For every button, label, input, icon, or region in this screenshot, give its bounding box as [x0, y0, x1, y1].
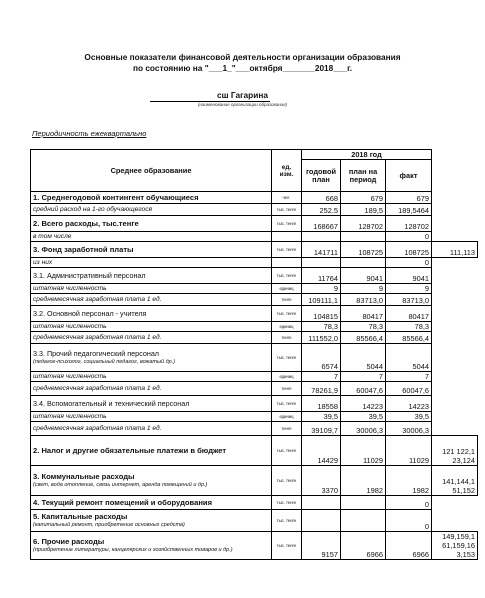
- row-annual-plan: 39109,7: [302, 422, 341, 436]
- table-row: [31, 258, 478, 268]
- header-unit-column: ед. изм.: [272, 150, 302, 192]
- row-budget-codes: [432, 216, 478, 232]
- table-row: [31, 232, 478, 242]
- row-name-text: 3.3. Прочий педагогический персонал: [33, 348, 160, 358]
- row-annual-plan: 78,3: [302, 322, 341, 332]
- row-budget-codes: [432, 382, 478, 396]
- row-name: [31, 294, 272, 306]
- row-annual-plan: [302, 510, 341, 532]
- row-period-plan: 85566,4: [341, 332, 386, 344]
- row-period-plan: 679: [341, 192, 386, 204]
- row-name: [31, 268, 272, 284]
- row-budget-codes: [432, 284, 478, 294]
- row-annual-plan: 668: [302, 192, 341, 204]
- row-unit: чел.: [272, 192, 302, 204]
- row-annual-plan: 168667: [302, 216, 341, 232]
- table-row: [31, 242, 478, 258]
- title-line-2: по состоянию на "___1_"___октября_______2018___г.: [132, 63, 353, 73]
- row-name: [31, 232, 272, 242]
- row-name-text: 3.1. Административный персонал: [33, 270, 146, 280]
- row-period-plan: 6966: [341, 532, 386, 560]
- header-extra-spacer: [432, 150, 478, 160]
- row-annual-plan: 14429: [302, 436, 341, 466]
- row-budget-codes: [432, 232, 478, 242]
- row-period-plan: 5044: [341, 344, 386, 372]
- row-unit: единиц: [272, 412, 302, 422]
- row-budget-codes: [432, 412, 478, 422]
- row-name: [31, 322, 272, 332]
- row-name: [31, 344, 272, 372]
- periodicity-label: Периодичность ежеквартально: [32, 129, 147, 138]
- row-annual-plan: 9: [302, 284, 341, 294]
- row-budget-codes: [432, 422, 478, 436]
- row-period-plan: 9041: [341, 268, 386, 284]
- row-annual-plan: [302, 258, 341, 268]
- row-fact: 9041: [386, 268, 432, 284]
- row-annual-plan: 78261,9: [302, 382, 341, 396]
- row-fact: 1982: [386, 466, 432, 496]
- row-name-text: 2. Налог и другие обязательные платежи в бюджет: [33, 445, 227, 455]
- row-annual-plan: 104815: [302, 306, 341, 322]
- row-name: [31, 332, 272, 344]
- table-row: [31, 422, 478, 436]
- row-period-plan: 80417: [341, 306, 386, 322]
- row-unit: тыс. тенге: [272, 204, 302, 216]
- row-name: [31, 382, 272, 396]
- row-annual-plan: 6574: [302, 344, 341, 372]
- table-row: [31, 436, 478, 466]
- row-name: [31, 258, 272, 268]
- row-budget-codes: 149,159,1 61,159,16 3,153: [432, 532, 478, 560]
- row-fact: 85566,4: [386, 332, 432, 344]
- row-period-plan: 1982: [341, 466, 386, 496]
- table-row: [31, 322, 478, 332]
- row-period-plan: [341, 258, 386, 268]
- header-year: 2018 год: [302, 150, 432, 160]
- row-unit: тыс. тенге: [272, 532, 302, 560]
- row-period-plan: 9: [341, 284, 386, 294]
- row-name-text: штатная численность: [33, 322, 107, 330]
- row-fact: 78,3: [386, 322, 432, 332]
- row-name: [31, 510, 272, 532]
- row-fact: 80417: [386, 306, 432, 322]
- row-unit: тыс. тенге: [272, 510, 302, 532]
- row-annual-plan: 7: [302, 372, 341, 382]
- row-budget-codes: [432, 294, 478, 306]
- table-row: [31, 294, 478, 306]
- table-row: [31, 268, 478, 284]
- row-unit: тыс. тенге: [272, 466, 302, 496]
- row-fact: 14223: [386, 396, 432, 412]
- row-name-text: среднемесячная заработная плата 1 ед.: [33, 424, 162, 432]
- row-period-plan: 14223: [341, 396, 386, 412]
- report-title: [0, 52, 485, 74]
- row-name-text: штатная численность: [33, 372, 107, 380]
- row-annual-plan: 252.5: [302, 204, 341, 216]
- row-name-text: 3. Фонд заработной платы: [33, 244, 134, 254]
- row-budget-codes: [432, 192, 478, 204]
- row-period-plan: [341, 232, 386, 242]
- row-period-plan: [341, 496, 386, 510]
- row-budget-codes: 141,144,1 51,152: [432, 466, 478, 496]
- table-row: [31, 466, 478, 496]
- row-budget-codes: [432, 322, 478, 332]
- row-fact: 6966: [386, 532, 432, 560]
- row-annual-plan: [302, 496, 341, 510]
- row-name: [31, 436, 272, 466]
- row-budget-codes: 121 122,1 23,124: [432, 436, 478, 466]
- row-unit: единиц: [272, 322, 302, 332]
- header-period-plan: план на период: [341, 160, 386, 192]
- row-unit: тенге: [272, 294, 302, 306]
- row-fact: 9: [386, 284, 432, 294]
- row-name: [31, 306, 272, 322]
- row-period-plan: 11029: [341, 436, 386, 466]
- table-row: [31, 192, 478, 204]
- row-period-plan: 189,5: [341, 204, 386, 216]
- row-unit: единиц: [272, 372, 302, 382]
- row-unit: тенге: [272, 332, 302, 344]
- row-unit: тенге: [272, 422, 302, 436]
- row-budget-codes: 111,113: [432, 242, 478, 258]
- row-annual-plan: 109111,1: [302, 294, 341, 306]
- table-row: [31, 382, 478, 396]
- row-annual-plan: 3370: [302, 466, 341, 496]
- row-name-text: средний расход на 1-го обучающегося: [33, 205, 153, 213]
- row-period-plan: 83713,0: [341, 294, 386, 306]
- row-name-subtext: (свет, вода отопление, связь интернет, аренда помещений и др.): [33, 481, 208, 488]
- row-fact: 30006,3: [386, 422, 432, 436]
- table-row: [31, 306, 478, 322]
- row-name-text: 6. Прочие расходы: [33, 536, 105, 546]
- header-annual-plan: годовой план: [302, 160, 341, 192]
- row-period-plan: 108725: [341, 242, 386, 258]
- row-name: [31, 422, 272, 436]
- financial-indicators-table: [30, 149, 478, 560]
- row-budget-codes: [432, 332, 478, 344]
- table-row: [31, 396, 478, 412]
- row-annual-plan: 141711: [302, 242, 341, 258]
- organization-name: сш Гагарина: [217, 90, 268, 100]
- header-fact: факт: [386, 160, 432, 192]
- row-budget-codes: [432, 306, 478, 322]
- table-row: [31, 532, 478, 560]
- row-period-plan: 30006,3: [341, 422, 386, 436]
- row-unit: [272, 258, 302, 268]
- row-name: [31, 216, 272, 232]
- row-name-text: 4. Текущий ремонт помещений и оборудования: [33, 497, 213, 507]
- row-annual-plan: 18558: [302, 396, 341, 412]
- row-name: [31, 532, 272, 560]
- row-name-text: среднемесячная заработная плата 1 ед.: [33, 295, 162, 303]
- title-line-1: Основные показатели финансовой деятельности организации образования: [84, 52, 401, 62]
- header-name-column: Среднее образование: [31, 150, 272, 192]
- row-annual-plan: 9157: [302, 532, 341, 560]
- table-row: [31, 510, 478, 532]
- row-period-plan: 78,3: [341, 322, 386, 332]
- row-fact: 108725: [386, 242, 432, 258]
- table-row: [31, 372, 478, 382]
- row-budget-codes: [432, 258, 478, 268]
- row-fact: 0: [386, 232, 432, 242]
- row-name: [31, 204, 272, 216]
- row-name: [31, 396, 272, 412]
- row-name-text: среднемесячная заработная плата 1 ед.: [33, 384, 162, 392]
- row-budget-codes: [432, 496, 478, 510]
- row-name-text: среднемесячная заработная плата 1 ед.: [33, 333, 162, 341]
- row-annual-plan: 39,5: [302, 412, 341, 422]
- row-unit: тыс. тенге: [272, 344, 302, 372]
- row-budget-codes: [432, 372, 478, 382]
- row-name-text: 5. Капитальные расходы: [33, 511, 128, 521]
- organization-caption: (наименование организации образования): [197, 102, 288, 107]
- row-budget-codes: [432, 268, 478, 284]
- row-budget-codes: [432, 510, 478, 532]
- table-row: [31, 344, 478, 372]
- row-name: [31, 412, 272, 422]
- row-period-plan: [341, 510, 386, 532]
- row-name-text: 3.2. Основной персонал - учителя: [33, 308, 147, 318]
- row-unit: тыс. тенге: [272, 242, 302, 258]
- row-budget-codes: [432, 204, 478, 216]
- table-row: [31, 284, 478, 294]
- row-name-text: из них: [33, 258, 53, 266]
- row-name: [31, 372, 272, 382]
- row-period-plan: 60047,6: [341, 382, 386, 396]
- row-annual-plan: 111552,0: [302, 332, 341, 344]
- row-name-subtext: (педагог-психолог, социальный педагог, вожатый др.): [33, 358, 176, 365]
- header-extra-spacer-2: [432, 160, 478, 192]
- row-unit: тыс. тенге: [272, 216, 302, 232]
- row-unit: тыс. тенге: [272, 436, 302, 466]
- row-period-plan: 39,5: [341, 412, 386, 422]
- row-fact: 11029: [386, 436, 432, 466]
- row-name-text: 2. Всего расходы, тыс.тенге: [33, 218, 139, 228]
- row-period-plan: 128702: [341, 216, 386, 232]
- row-fact: 60047,6: [386, 382, 432, 396]
- row-fact: 128702: [386, 216, 432, 232]
- row-fact: 189,5464: [386, 204, 432, 216]
- row-fact: 0: [386, 496, 432, 510]
- row-budget-codes: [432, 396, 478, 412]
- table-row: [31, 332, 478, 344]
- row-fact: 0: [386, 510, 432, 532]
- row-fact: 7: [386, 372, 432, 382]
- row-period-plan: 7: [341, 372, 386, 382]
- table-row: [31, 216, 478, 232]
- row-name: [31, 242, 272, 258]
- row-fact: 83713,0: [386, 294, 432, 306]
- table-row: [31, 204, 478, 216]
- row-name-text: 3.4. Вспомогательный и технический персонал: [33, 398, 190, 408]
- row-name: [31, 496, 272, 510]
- row-name: [31, 466, 272, 496]
- row-name-text: 3. Коммунальные расходы: [33, 471, 135, 481]
- table-row: [31, 412, 478, 422]
- row-fact: 5044: [386, 344, 432, 372]
- row-annual-plan: 11764: [302, 268, 341, 284]
- row-unit: тыс. тенге: [272, 268, 302, 284]
- row-unit: единиц: [272, 284, 302, 294]
- row-name-text: штатная численность: [33, 284, 107, 292]
- row-fact: 679: [386, 192, 432, 204]
- row-name-text: 1. Среднегодовой контингент обучающиеся: [33, 192, 199, 202]
- row-name-subtext: (приобретение литературы, канцелярских и хозяйственных товаров и др.): [33, 546, 233, 553]
- row-unit: тенге: [272, 382, 302, 396]
- table-row: [31, 496, 478, 510]
- row-budget-codes: [432, 344, 478, 372]
- row-fact: 39,5: [386, 412, 432, 422]
- row-unit: [272, 232, 302, 242]
- row-name-text: в том числе: [33, 232, 72, 240]
- row-fact: 0: [386, 258, 432, 268]
- row-annual-plan: [302, 232, 341, 242]
- row-unit: тыс. тенге: [272, 306, 302, 322]
- row-name: [31, 284, 272, 294]
- row-name: [31, 192, 272, 204]
- row-name-subtext: (капитальный ремонт, приобретение основных средств): [33, 521, 185, 528]
- row-name-text: штатная численность: [33, 412, 107, 420]
- row-unit: тыс. тенге: [272, 396, 302, 412]
- row-unit: тыс. тенге: [272, 496, 302, 510]
